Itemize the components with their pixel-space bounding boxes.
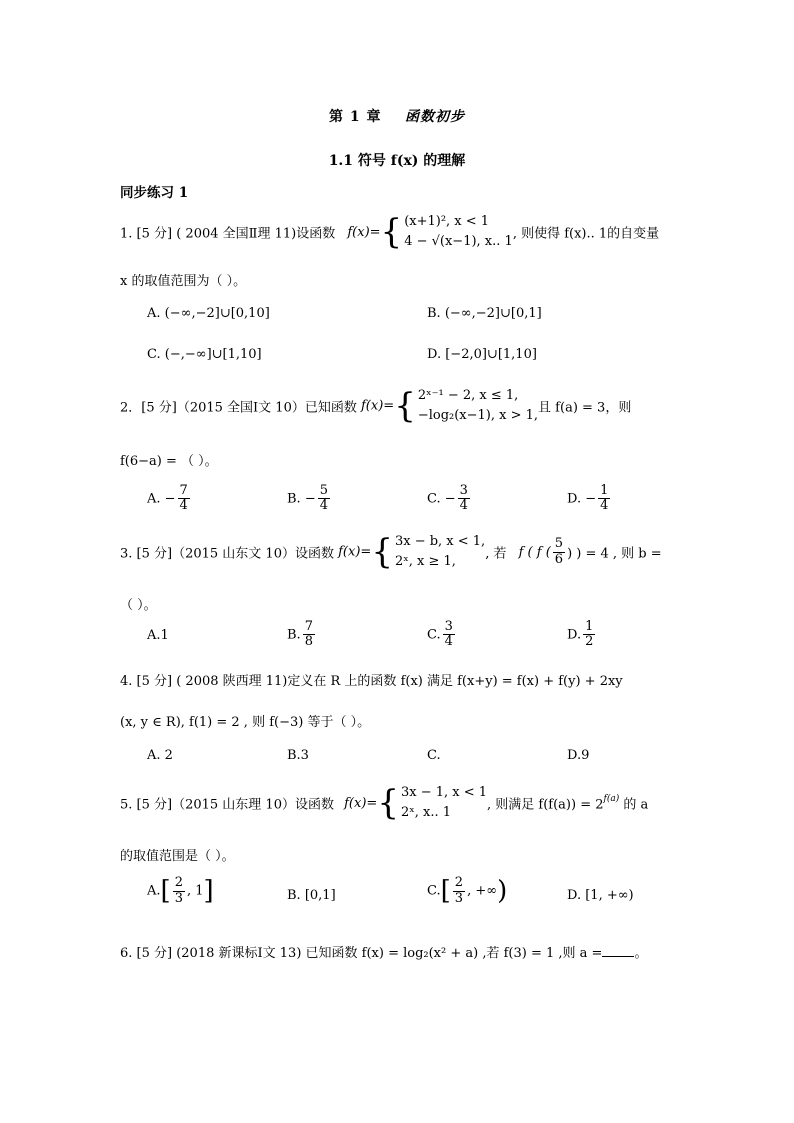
q5-option-b: B. [0,1] bbox=[287, 888, 336, 903]
question-3-stem-cont: （ ）。 bbox=[120, 598, 157, 613]
piecewise-cases: (x+1)², x < 1 4 − √(x−1), x.. 1 bbox=[404, 214, 513, 249]
q5-option-c: C.[ $\frac{2}{3}$ , +∞) bbox=[427, 875, 508, 906]
q1-option-a: A. (−∞,−2]∪[0,10] bbox=[147, 306, 270, 321]
question-3-stem: 3. [5 分]（2015 山东文 10）设函数 f(x)={ 3x − b, x < 1, 2ˣ, x ≥ 1, , 若 f ( f ( $\frac{5}{6}$ ) ) = 4 , 则 b = bbox=[120, 532, 662, 572]
brace-icon: { bbox=[371, 532, 393, 572]
question-4-stem-cont: (x, y ∈ R), f(1) = 2 , 则 f(−3) 等于（ ）。 bbox=[120, 715, 371, 730]
q1-option-b: B. (−∞,−2]∪[0,1] bbox=[427, 306, 542, 321]
q5-option-a: A.[ $\frac{2}{3}$ , 1] bbox=[147, 875, 214, 906]
fraction: $\frac{5}{6}$ bbox=[554, 536, 564, 567]
q3-option-b: B. $\frac{7}{8}$ bbox=[287, 619, 313, 650]
q4-option-c: C. bbox=[427, 748, 441, 763]
exercise-heading: 同步练习 1 bbox=[120, 185, 189, 201]
brace-icon: { bbox=[380, 212, 403, 252]
q2-option-d: D. − $\frac{1}{4}$ bbox=[567, 483, 609, 514]
chapter-heading bbox=[0, 106, 794, 126]
q2-option-b: B. − $\frac{5}{4}$ bbox=[287, 483, 328, 514]
piecewise-cases: 2ˣ⁻¹ − 2, x ≤ 1, −log₂(x−1), x > 1, bbox=[417, 388, 539, 423]
brace-icon: { bbox=[394, 386, 416, 426]
question-2-stem-cont: f(6−a) = （ ）。 bbox=[120, 454, 218, 469]
q1-option-c: C. (−,−∞]∪[1,10] bbox=[147, 347, 262, 362]
brace-icon: { bbox=[377, 783, 399, 823]
q4-option-b: B.3 bbox=[287, 748, 309, 763]
chapter-title: 函数初步 bbox=[405, 109, 465, 125]
q2-option-c: C. − $\frac{3}{4}$ bbox=[427, 483, 468, 514]
q1-option-d: D. [−2,0]∪[1,10] bbox=[427, 347, 537, 362]
q3-option-a: A.1 bbox=[147, 628, 169, 643]
piecewise-cases: 3x − b, x < 1, 2ˣ, x ≥ 1, bbox=[394, 534, 486, 569]
q4-option-d: D.9 bbox=[567, 748, 590, 763]
question-2-stem: 2．[5 分]（2015 全国Ⅰ文 10）已知函数 f(x)={ 2ˣ⁻¹ − 2, x ≤ 1, −log₂(x−1), x > 1, 且 f(a) = 3，则 bbox=[120, 386, 632, 426]
question-5-stem-cont: 的取值范围是（ ）。 bbox=[120, 849, 235, 864]
question-5-stem: 5. [5 分]（2015 山东理 10）设函数 f(x)={ 3x − 1, x < 1 2ˣ, x.. 1 , 则满足 $f(f(a)) = 2^{f(a)}$ 的 a bbox=[120, 783, 649, 823]
q2-option-a: A. − $\frac{7}{4}$ bbox=[147, 483, 188, 514]
section-title: 1.1 符号 f(x) 的理解 bbox=[328, 153, 466, 169]
chapter-number: 第 1 章 bbox=[329, 109, 382, 125]
piecewise-cases: 3x − 1, x < 1 2ˣ, x.. 1 bbox=[400, 785, 488, 820]
q3-option-c: C. $\frac{3}{4}$ bbox=[427, 619, 453, 650]
q4-option-a: A. 2 bbox=[147, 748, 173, 763]
q3-option-d: D. $\frac{1}{2}$ bbox=[567, 619, 594, 650]
answer-blank bbox=[602, 956, 634, 957]
question-6-stem: 6. [5 分] (2018 新课标Ⅰ文 13) 已知函数 f(x) = log₂(x² + a) ,若 f(3) = 1 ,则 a = 。 bbox=[120, 946, 648, 961]
question-1-stem-cont: x 的取值范围为（ ）。 bbox=[120, 274, 247, 289]
question-1-stem: 1. [5 分] ( 2004 全国Ⅱ理 11)设函数 f(x)={ (x+1)², x < 1 4 − √(x−1), x.. 1 , 则使得 f(x).. 1的自变量 bbox=[120, 212, 660, 252]
q5-option-d: D. [1, +∞) bbox=[567, 888, 634, 903]
question-4-stem: 4. [5 分] ( 2008 陕西理 11)定义在 R 上的函数 f(x) 满足 f(x+y) = f(x) + f(y) + 2xy bbox=[120, 674, 623, 689]
